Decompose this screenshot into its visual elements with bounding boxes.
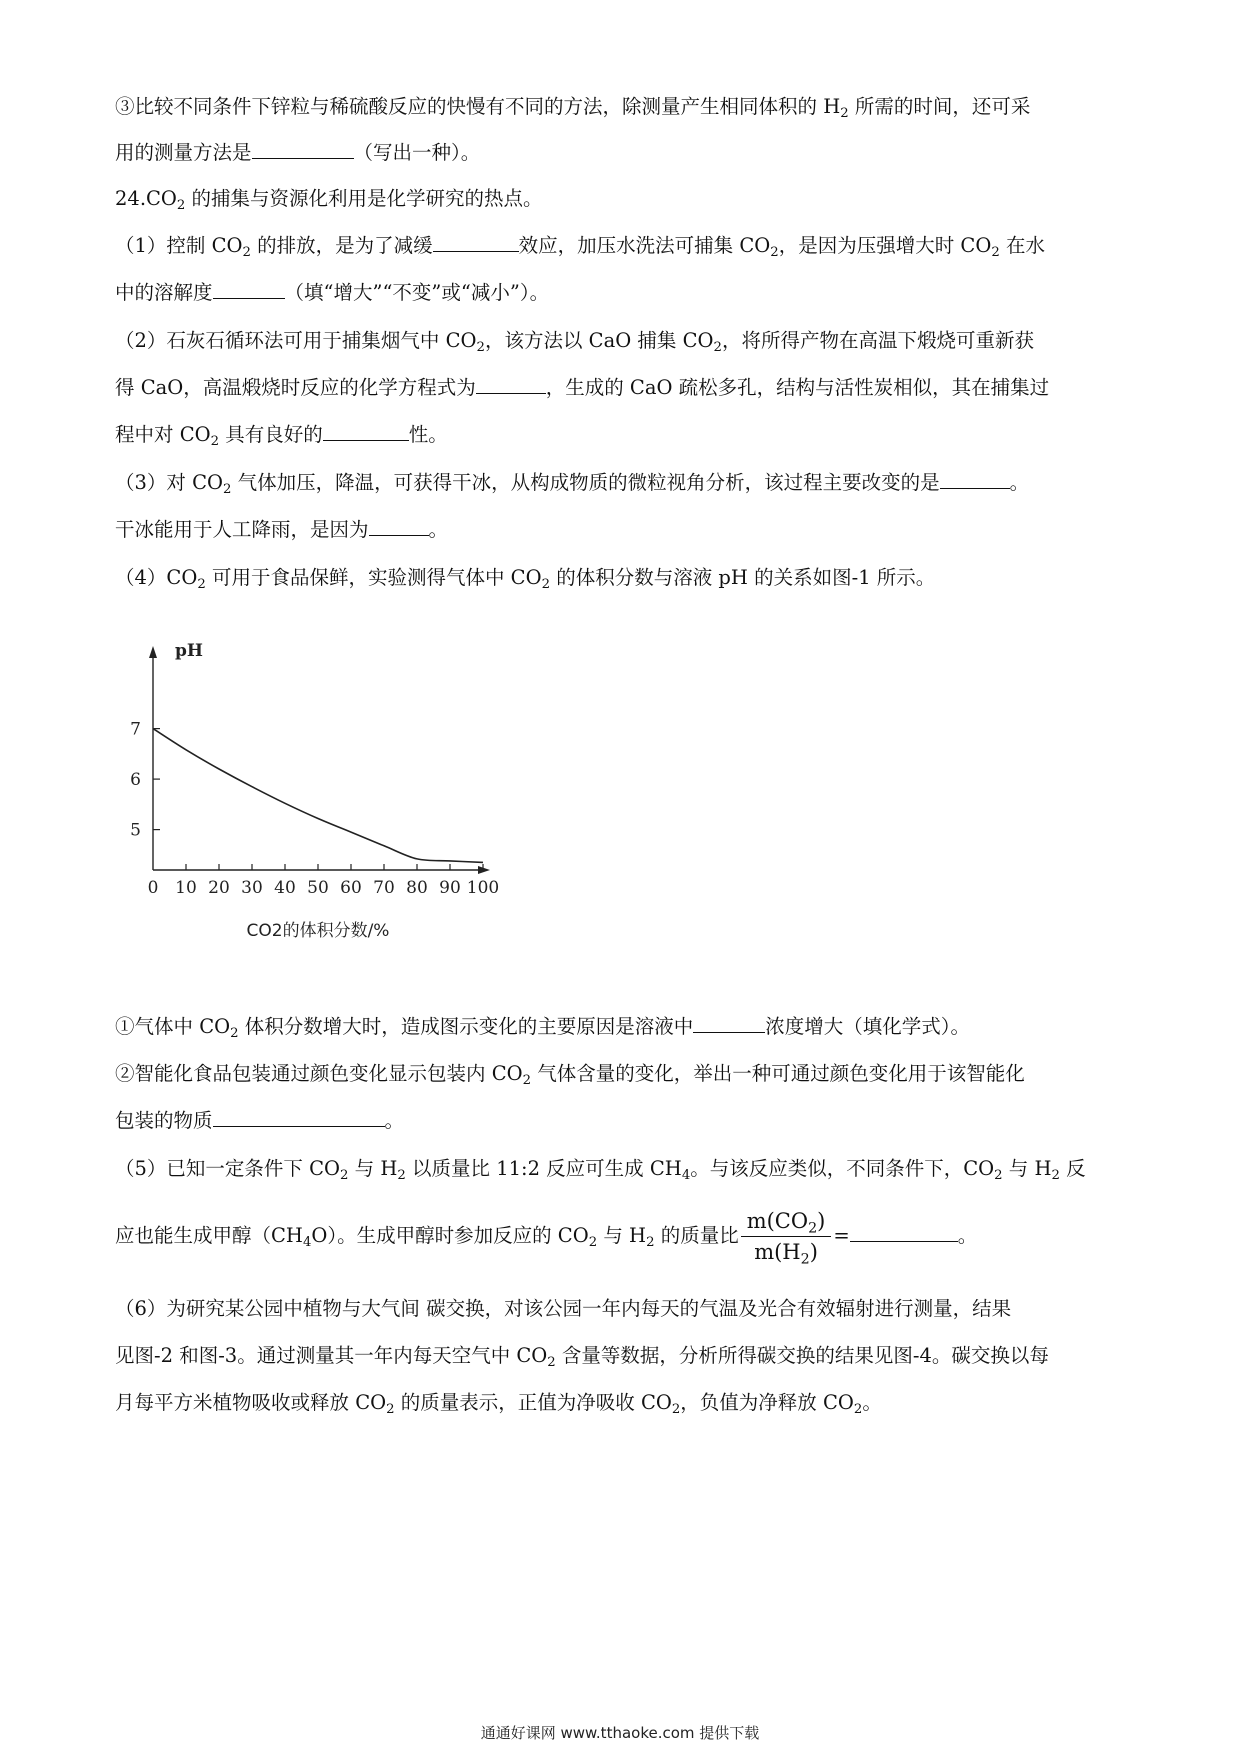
text: 。: [428, 518, 449, 541]
text: 得 CaO，高温煅烧时反应的化学方程式为: [115, 376, 476, 399]
part-5-line-1: [115, 1146, 1135, 1192]
part-4-sub-2-line-2: [115, 1098, 1135, 1144]
text: 的排放，是为了减缓: [250, 234, 433, 257]
answer-blank[interactable]: [850, 1223, 958, 1242]
text: ，是因为压强增大时 CO: [778, 234, 992, 257]
subscript: 2: [176, 198, 186, 214]
text: 含量等数据，分析所得碳交换的结果见图-4。碳交换以每: [555, 1344, 1049, 1367]
part-4-sub-2-line-1: [115, 1051, 1135, 1097]
y-axis-title: pH: [175, 641, 203, 661]
text: 。: [384, 1109, 405, 1132]
subscript: 2: [646, 1235, 655, 1251]
answer-blank[interactable]: [252, 140, 354, 159]
subscript: 2: [713, 340, 722, 356]
text: 的捕集与资源化利用是化学研究的热点。: [185, 187, 543, 210]
text: 可用于食品保鲜，实验测得气体中 CO: [205, 566, 542, 589]
text: 以质量比 11:2 反应可生成 CH: [405, 1157, 682, 1180]
subscript: 2: [476, 340, 485, 356]
part-1-line-2: [115, 270, 1135, 316]
part-2-line-1: [115, 318, 1135, 364]
subscript: 2: [671, 1402, 681, 1418]
subscript: 2: [522, 1073, 532, 1089]
text: 气体加压，降温，可获得干冰，从构成物质的微粒视角分析，该过程主要改变的是: [231, 471, 940, 494]
text: 与 H: [597, 1224, 647, 1247]
text: （5）已知一定条件下 CO: [115, 1157, 341, 1180]
answer-blank[interactable]: [693, 1014, 765, 1033]
x-axis-arrow: [478, 866, 490, 874]
page-footer: 通通好课网 www.tthaoke.com 提供下载: [480, 1724, 760, 1742]
x-tick-label: 50: [307, 878, 329, 898]
text: 包装的物质: [115, 1109, 213, 1132]
subscript: 2: [197, 577, 206, 593]
chart-ticks: [153, 729, 483, 870]
subscript: 4: [681, 1168, 691, 1184]
x-tick-label: 20: [208, 878, 230, 898]
x-tick-label: 60: [340, 878, 362, 898]
part-3-line-2: [115, 507, 1135, 553]
subscript: 2: [1051, 1168, 1060, 1184]
text: ): [809, 1239, 818, 1264]
part-2-line-2: [115, 365, 1135, 411]
text: 与 H: [1002, 1157, 1052, 1180]
text: 。与该反应类似，不同条件下，CO: [690, 1157, 995, 1180]
part-6-line-3: [115, 1380, 1135, 1426]
text: ，将所得产物在高温下煅烧可重新获: [721, 329, 1034, 352]
answer-blank[interactable]: [369, 517, 429, 536]
text: m(H: [754, 1239, 801, 1264]
part-4-line-1: [115, 555, 1135, 601]
text: 与 H: [348, 1157, 398, 1180]
part-3-line-1: [115, 460, 1135, 506]
text: （2）石灰石循环法可用于捕集烟气中 CO: [115, 329, 477, 352]
text: （3）对 CO: [115, 471, 224, 494]
text: 浓度增大（填化学式）。: [765, 1015, 971, 1038]
x-tick-label: 100: [466, 878, 500, 898]
answer-blank[interactable]: [213, 1108, 385, 1127]
text: 应也能生成甲醇（CH: [115, 1224, 303, 1247]
subscript: 2: [994, 1168, 1003, 1184]
x-tick-label: 30: [241, 878, 263, 898]
subscript: 2: [397, 1168, 406, 1184]
text: 具有良好的: [219, 423, 323, 446]
subscript: 4: [302, 1235, 312, 1251]
ph-curve: [153, 729, 483, 863]
subscript: 2: [840, 106, 849, 122]
text: 性。: [408, 423, 448, 446]
part-6-line-1: [115, 1286, 1135, 1332]
text: 程中对 CO: [115, 423, 211, 446]
subscript: 2: [386, 1402, 395, 1418]
subscript: 2: [541, 577, 551, 593]
text: （6）为研究某公园中植物与大气间 碳交换，对该公园一年内每天的气温及光合有效辐射进行测量，结果: [115, 1297, 1012, 1320]
text: 的体积分数与溶液 pH 的关系如图-1 所示。: [550, 566, 936, 589]
text: ): [817, 1208, 826, 1233]
text: 。: [862, 1391, 882, 1414]
answer-blank[interactable]: [940, 470, 1010, 489]
subscript: 2: [242, 245, 251, 261]
x-tick-label: 10: [175, 878, 197, 898]
question-24-title: [115, 176, 1135, 222]
x-axis-title: CO2的体积分数/%: [246, 921, 390, 941]
question-3-line-1: [115, 84, 1135, 130]
subscript: 2: [800, 1251, 810, 1268]
text: ，负值为净释放 CO: [680, 1391, 854, 1414]
subscript: 2: [770, 245, 779, 261]
answer-blank[interactable]: [433, 233, 519, 252]
subscript: 2: [210, 434, 220, 450]
x-tick-label: 0: [147, 878, 159, 898]
text: ①气体中 CO: [115, 1015, 231, 1038]
question-3-line-2: [115, 130, 1135, 176]
text: ，该方法以 CaO 捕集 CO: [484, 329, 714, 352]
text: 24.CO: [115, 187, 177, 210]
text: m(CO: [746, 1208, 809, 1233]
fraction-denominator: [741, 1237, 832, 1268]
subscript: 2: [808, 1220, 818, 1237]
text: 的质量比: [654, 1224, 739, 1247]
part-1-line-1: [115, 223, 1135, 269]
text: ②智能化食品包装通过颜色变化显示包装内 CO: [115, 1062, 523, 1085]
x-tick-label: 40: [274, 878, 296, 898]
text: 中的溶解度: [115, 281, 213, 304]
x-tick-label: 70: [373, 878, 395, 898]
y-tick-label: 6: [130, 770, 141, 791]
text: 干冰能用于人工降雨，是因为: [115, 518, 369, 541]
subscript: 2: [230, 1026, 239, 1042]
x-tick-label: 80: [406, 878, 428, 898]
text: （4）CO: [115, 566, 198, 589]
text: ，生成的 CaO 疏松多孔，结构与活性炭相似，其在捕集过: [545, 376, 1050, 399]
text: 在水: [999, 234, 1045, 257]
text: 。: [957, 1224, 978, 1247]
text: 所需的时间，还可采: [848, 95, 1031, 118]
mass-ratio-fraction: [741, 1208, 832, 1268]
part-6-line-2: [115, 1333, 1135, 1379]
text: 体积分数增大时，造成图示变化的主要原因是溶液中: [238, 1015, 694, 1038]
text: （填“增大”“不变”或“减小”）。: [284, 281, 550, 304]
subscript: 2: [547, 1355, 556, 1371]
subscript: 2: [853, 1402, 863, 1418]
answer-blank[interactable]: [476, 375, 546, 394]
equals-sign: =: [833, 1224, 850, 1247]
subscript: 2: [223, 482, 232, 498]
y-tick-label: 5: [130, 820, 141, 841]
text: 。: [1009, 471, 1030, 494]
y-tick-label: 7: [130, 719, 141, 740]
subscript: 2: [340, 1168, 349, 1184]
text: （写出一种）。: [353, 141, 481, 164]
fraction-numerator: [741, 1208, 832, 1237]
answer-blank[interactable]: [213, 280, 285, 299]
text: ③比较不同条件下锌粒与稀硫酸反应的快慢有不同的方法，除测量产生相同体积的 H: [115, 95, 841, 118]
text: 气体含量的变化，举出一种可通过颜色变化用于该智能化: [531, 1062, 1025, 1085]
text: 反: [1059, 1157, 1086, 1180]
text: 的质量表示，正值为净吸收 CO: [394, 1391, 672, 1414]
x-tick-label: 90: [439, 878, 461, 898]
subscript: 2: [588, 1235, 598, 1251]
part-5-line-2: [115, 1206, 1135, 1266]
part-2-line-3: [115, 412, 1135, 458]
text: 效应，加压水洗法可捕集 CO: [518, 234, 771, 257]
subscript: 2: [991, 245, 1000, 261]
text: （1）控制 CO: [115, 234, 243, 257]
ph-chart: [120, 638, 580, 958]
text: 用的测量方法是: [115, 141, 252, 164]
answer-blank[interactable]: [323, 422, 409, 441]
text: 月每平方米植物吸收或释放 CO: [115, 1391, 387, 1414]
part-4-sub-1: [115, 1004, 1135, 1050]
y-axis-arrow: [149, 646, 157, 658]
text: 见图-2 和图-3。通过测量其一年内每天空气中 CO: [115, 1344, 548, 1367]
text: O）。生成甲醇时参加反应的 CO: [311, 1224, 589, 1247]
chart-axes: [149, 646, 490, 874]
chart-labels: [130, 641, 499, 941]
